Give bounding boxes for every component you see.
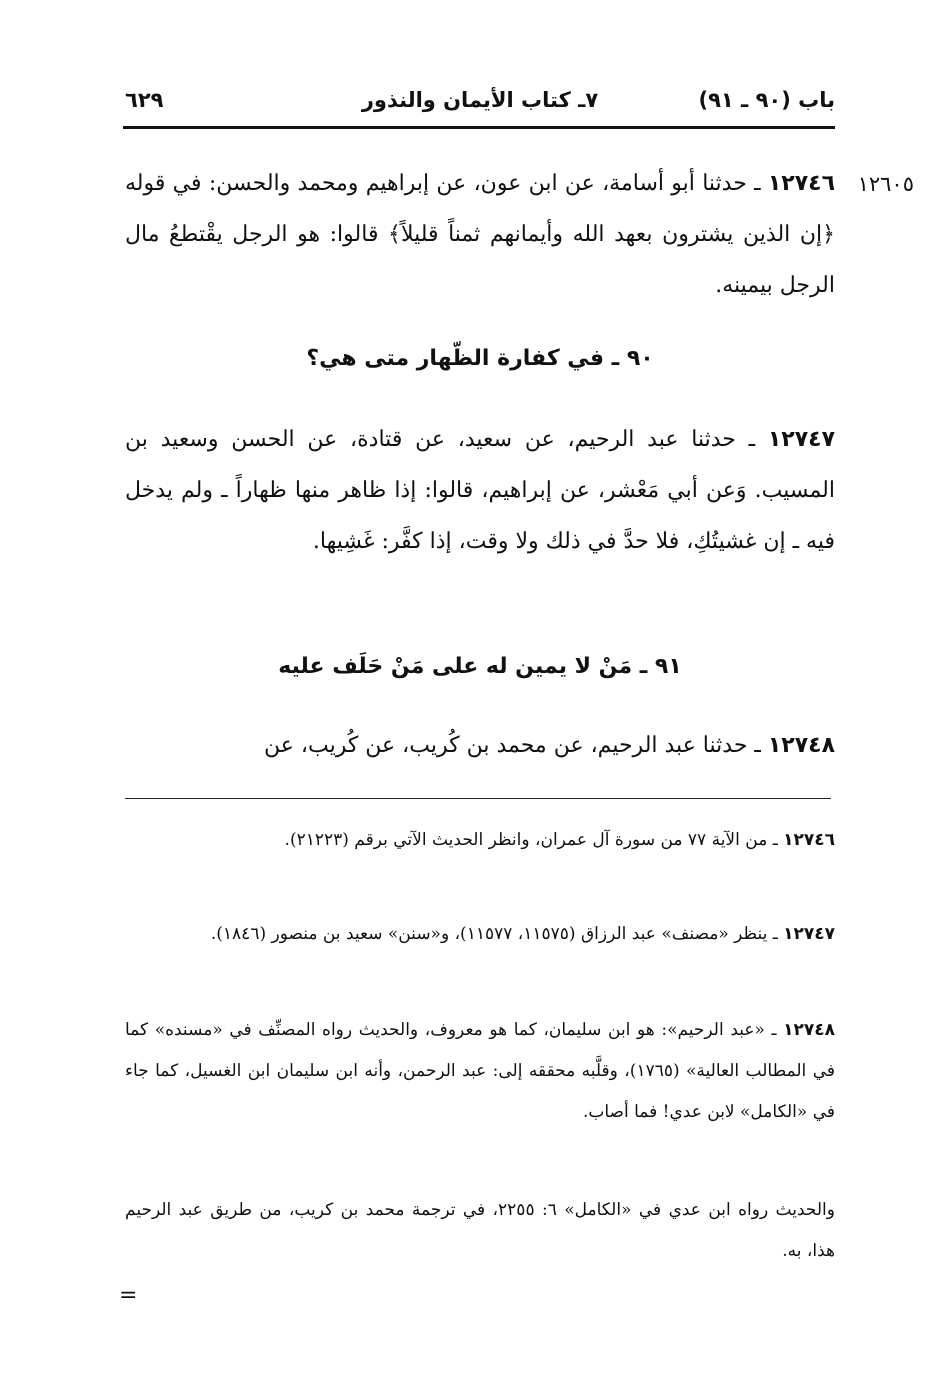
hadith-text: ـ حدثنا عبد الرحيم، عن محمد بن كُريب، عن كُريب، عن xyxy=(264,733,768,758)
footnote-number: ١٢٧٤٧ xyxy=(783,924,835,944)
footnote-12747 xyxy=(125,914,835,955)
footnote-text: ـ من الآية ٧٧ من سورة آل عمران، وانظر الحديث الآتي برقم (٢١٢٢٣). xyxy=(284,830,784,850)
hadith-12748 xyxy=(125,720,835,771)
hadith-text: ـ حدثنا أبو أسامة، عن ابن عون، عن إبراهيم ومحمد والحسن: في قوله ﴿إن الذين يشترون بعهد الله وأيمانهم ثمناً قليلاً﴾ قالوا: هو الرجل يقْتطعُ مال الرجل بيمينه. xyxy=(125,171,835,298)
section-heading-91: ٩١ ـ مَنْ لا يمين له على مَنْ حَلَف عليه xyxy=(278,654,682,679)
footnote-text: والحديث رواه ابن عدي في «الكامل» ٦: ٢٢٥٥، في ترجمة محمد بن كريب، من طريق عبد الرحيم هذا، به. xyxy=(125,1200,835,1261)
page-number: ٦٢٩ xyxy=(125,88,164,112)
footnote-12746 xyxy=(125,820,835,861)
footnote-number: ١٢٧٤٦ xyxy=(783,830,835,850)
hadith-text: ـ حدثنا عبد الرحيم، عن سعيد، عن قتادة، عن الحسن وسعيد بن المسيب. وَعن أبي مَعْشر، عن إبراهيم، قالوا: إذا ظاهر منها ظهاراً ـ ولم يدخل فيه ـ إن غشيتُكِ، فلا حدَّ في ذلك ولا وقت، إذا كفَّر: غَشِيها. xyxy=(125,427,835,554)
hadith-number: ١٢٧٤٧ xyxy=(767,427,835,452)
margin-number: ١٢٦٠٥ xyxy=(857,172,914,196)
footnote-rule xyxy=(125,798,831,799)
section-heading-90: ٩٠ ـ في كفارة الظّهار متى هي؟ xyxy=(306,346,654,371)
footnote-text: ـ «عبد الرحيم»: هو ابن سليمان، كما هو معروف، والحديث رواه المصنِّف في «مسنده» كما في المطالب العالية» (١٧٦٥)، وقلَّبه محققه إلى: عبد الرحمن، وأنه ابن سليمان ابن الغسيل، كما جاء في «الكامل» لابن عدي! فما أصاب. xyxy=(125,1020,835,1122)
footnote-12748 xyxy=(125,1010,835,1133)
footnote-number: ١٢٧٤٨ xyxy=(783,1020,835,1040)
running-header xyxy=(125,88,835,124)
chapter-range: باب (٩٠ ـ ٩١) xyxy=(698,88,835,112)
hadith-12746 xyxy=(125,158,835,311)
hadith-number: ١٢٧٤٦ xyxy=(767,171,835,196)
header-rule xyxy=(123,126,835,129)
hadith-number: ١٢٧٤٨ xyxy=(767,733,835,758)
continuation-marker: = xyxy=(119,1283,138,1308)
footnote-continued xyxy=(125,1190,835,1272)
hadith-12747 xyxy=(125,414,835,567)
footnote-text: ـ ينظر «مصنف» عبد الرزاق (١١٥٧٥، ١١٥٧٧)، و«سنن» سعيد بن منصور (١٨٤٦). xyxy=(210,924,784,944)
book-title: ٧ـ كتاب الأيمان والنذور xyxy=(361,88,599,112)
